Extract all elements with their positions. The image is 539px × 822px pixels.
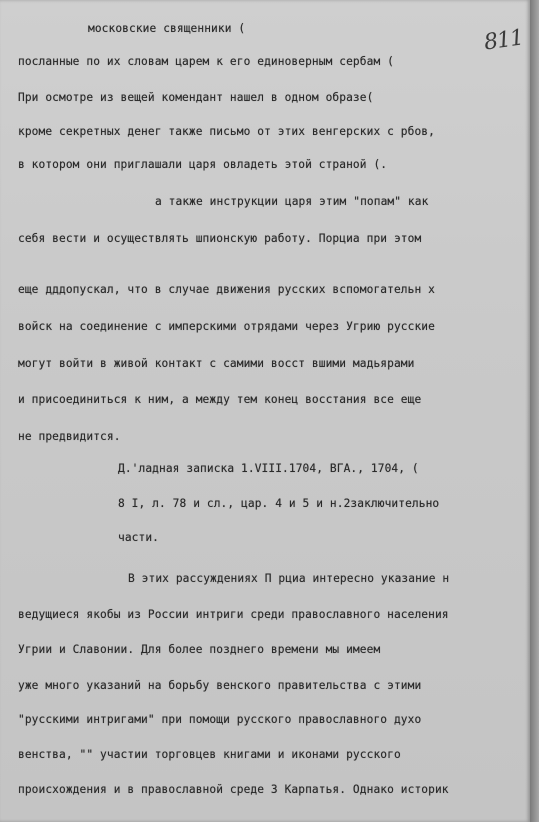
text-line-8: еще дддопускал, что в случае движения русских вспомогательн х	[18, 283, 435, 296]
text-line-19: происхождения и в православной среде З Карпатья. Однако историк	[18, 783, 449, 796]
text-line-12: не предвидится.	[18, 430, 121, 443]
text-line-14: ведущиеся якобы из России интриги среди православного населения	[18, 608, 449, 621]
page-number: 811	[482, 25, 525, 56]
footnote-line-1: Д.'ладная записка 1.VIII.1704, ВГА., 1704, (	[118, 462, 419, 475]
text-line-15: Угрии и Славонии. Для более позднего времени мы имеем	[18, 643, 381, 656]
text-line-3: При осмотре из вещей комендант нашел в одном образе(	[18, 91, 374, 104]
footnote-line-2: 8 I, л. 78 и сл., цар. 4 и 5 и н.2заключительно	[118, 497, 440, 510]
text-line-11: и присоединиться к ним, а между тем конец восстания все еще	[18, 393, 422, 406]
text-line-7: себя вести и осуществлять шпионскую работу. Порциа при этом	[18, 232, 422, 245]
text-line-5: в котором они приглашали царя овладеть этой страной (.	[18, 158, 388, 171]
text-line-18: венства, "" участии торговцев книгами и иконами русского	[18, 748, 401, 761]
text-line-9: войск на соединение с имперскими отрядами через Угрию русские	[18, 320, 435, 333]
text-line-1: московские священники (	[88, 22, 246, 35]
text-line-10: могут войти в живой контакт с самими восст вшими мадьярами	[18, 357, 415, 370]
text-line-13: В этих рассуждениях П рциа интересно указание н	[128, 572, 450, 585]
text-line-4: кроме секретных денег также письмо от этих венгерских с рбов,	[18, 125, 435, 138]
text-line-16: уже много указаний на борьбу венского правительства с этими	[18, 679, 422, 692]
text-line-2: посланные по их словам царем к его единоверным сербам (	[18, 55, 394, 68]
text-line-17: "русскими интригами" при помощи русского православного духо	[18, 713, 422, 726]
text-line-6: а также инструкции царя этим "попам" как	[155, 195, 429, 208]
footnote-line-3: части.	[118, 531, 160, 544]
page-edge	[530, 0, 539, 822]
